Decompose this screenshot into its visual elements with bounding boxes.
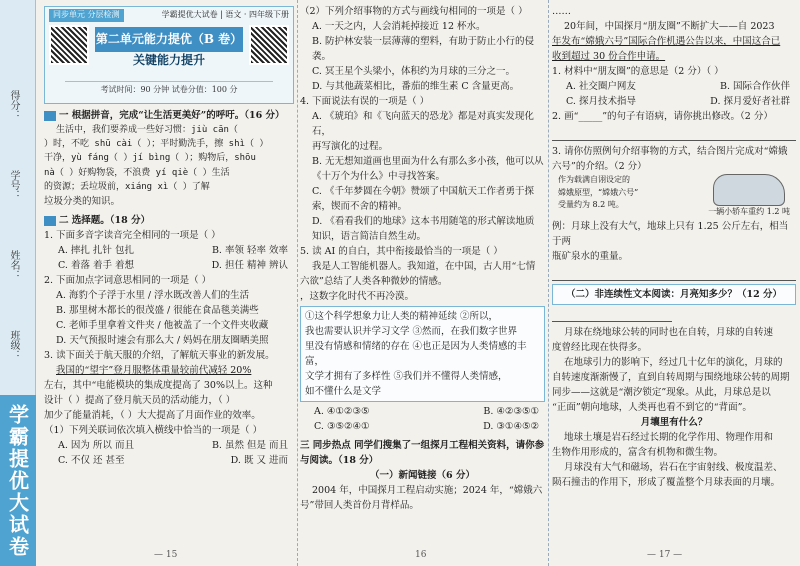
passage-line: 生物作用形成的，富含有机物和微生物。: [552, 446, 724, 458]
options-row: C. ③⑤②④① D. ③①④⑤②: [314, 421, 539, 432]
passage-line: 月球没有大气和磁场，岩石在宇宙射线、极度温差、: [564, 461, 783, 473]
pinyin-line: ）时，不吃 shū cài（ ）；平时勤洗手，擦 shì（ ）: [44, 139, 269, 150]
brand-text: 学霸提优大试卷 | 语文 · 四年级下册: [161, 10, 289, 19]
car-icon: [713, 174, 785, 206]
unit-subtitle: 关键能力提升: [132, 53, 205, 67]
figure-caption: 作为载满自诩设定的: [558, 175, 630, 184]
passage-line: 度曾经比现在快得多。: [552, 341, 648, 353]
page-number: — 17 —: [647, 549, 683, 560]
figure-caption: 嫦娥原型，“嫦娥六号”: [558, 187, 639, 197]
question-3-2: （2）下列介绍事物的方式与画线句相同的一项是（ ）: [300, 6, 528, 17]
question-3: 3. 请你仿照例句介绍事物的方式，结合图片完成对“嫦娥: [552, 146, 788, 157]
pinyin-line: 干净，yù fáng（ ）jí bìng（ ）；购物后，shōu: [44, 153, 256, 164]
option-b-cont: 《十万个为什么》中寻找答案。: [312, 171, 446, 182]
answer-line[interactable]: [552, 267, 796, 281]
column-divider: [548, 0, 549, 566]
passage-line: 自转速度渐渐慢了，直到自转周期与围绕地球公转的周期: [552, 371, 790, 383]
score-label: 得分：: [8, 90, 19, 120]
student-id-label: 学号：: [8, 170, 19, 200]
sub-question: （1）下列关联词依次填入横线中恰当的一项是（ ）: [44, 425, 263, 437]
page-number: 16: [415, 549, 427, 560]
option-c: C. 冥王星个头梁小，体积约为月球的三分之一。: [312, 66, 515, 77]
section-title: （二）非连续性文本阅读：月亮知多少？（12 分）: [552, 284, 796, 305]
passage-line: 地球土壤是岩石经过长期的化学作用、物理作用和: [564, 431, 774, 443]
option-d: D. 与其他蔬菜相比，番茄的维生素 C 含量更高。: [312, 81, 520, 92]
car-caption: 一辆小轿车重约 1.2 吨: [708, 207, 790, 216]
options-row: A. 社交圈户网友 B. 国际合作伙伴: [566, 81, 790, 92]
passage-line: 我国的“望宇”登月服整体重量较前代减轻 20%: [56, 365, 252, 377]
option-a: A. 《琥珀》和《飞向蓝天的恐龙》都是对真实发现化石，: [312, 111, 534, 137]
passage-line: 月球在绕地球公转的同时也在自转，月球的自转速: [564, 326, 774, 338]
name-label: 姓名：: [8, 250, 19, 280]
figure-row: [552, 174, 796, 219]
figure-caption: 受量约为 8.2 吨。: [558, 200, 624, 210]
section-reading: 三 同步热点 同学们搜集了一组探月工程相关资料，请你参与阅读。（18 分）: [300, 440, 545, 466]
pinyin-line: nà（ ）好购物袋，不浪费 yí qiè（ ）生活: [44, 167, 230, 178]
question-3-cont: 六号”的介绍。（2 分）: [552, 161, 647, 172]
ellipsis: ……: [552, 6, 571, 17]
option-d: D. 天气预报时速会有那么大 / 妈妈在朋友圈晒美照: [56, 335, 269, 347]
passage-line: 20年间，中国探月“朋友圈”不断扩大——自 2023: [564, 21, 775, 32]
question-3: 3. 读下面关于航天服的介绍，了解航天事业的新发展。: [44, 350, 275, 362]
example-line: 例：月球上没有大气，地球上只有 1.25 公斤左右，相当于两: [552, 220, 789, 247]
pinyin-line: 的资源；丢垃圾前，xiáng xì（ ）了解: [44, 181, 210, 192]
options-row: C. 着落 着手 着想 D. 担任 精神 辨认: [58, 260, 288, 272]
section-pinyin: 一 根据拼音，完成“让生活更美好”的呼吁。（16 分）: [44, 108, 294, 123]
example-line: 瓶矿泉水的重量。: [552, 250, 629, 262]
pinyin-line: 生活中，我们要养成一些好习惯：jiù cān（: [56, 125, 238, 135]
binding-spine: [0, 0, 36, 566]
option-c: C. 老师手里拿着文件夹 / 他被盖了一个文件夹收藏: [56, 320, 269, 332]
passage-line: 我是人工智能机器人。我知道，在中国，古人用“七情: [312, 261, 536, 272]
option-b: B. 无无想知道画也里面为什么有那么多小孩，他可以从: [312, 156, 544, 167]
passage-line: 同步——这就是“潮汐锁定”现象。从此，月球总是以: [552, 386, 771, 398]
option-a-cont: 再写演化的过程。: [312, 141, 389, 152]
unit-header: [44, 6, 294, 104]
passage-line: 陨石撞击的作用下，形成了覆盖整个月球表面的月壤。: [552, 476, 781, 488]
news-line: 号”带回人类首份月背样品。: [300, 500, 419, 511]
question-1: 1. 下面多音字读音完全相同的一项是（ ）: [44, 230, 221, 242]
question-2: 2. 下面加点字词意思相同的一项是（ ）: [44, 275, 212, 287]
answer-line[interactable]: [552, 127, 796, 141]
brand-seal: 学霸提优大试卷: [0, 395, 36, 566]
passage-line: 收到超过 30 份合作申请。: [552, 51, 666, 62]
page-17-column: [552, 0, 796, 566]
options-row: A. 摔扎 扎针 包扎 B. 率领 轻率 效率: [58, 245, 288, 257]
option-c: C. 《千年梦圆在今朝》赞颂了中国航天工作者勇于探: [312, 186, 534, 197]
qr-code-icon: [49, 25, 89, 65]
section-choice: 二 选择题。（18 分）: [44, 213, 294, 228]
option-a: A. 海豹个子浮于水里 / 浮水既改善人们的生活: [56, 290, 250, 302]
news-line: 2004 年，中国探月工程启动实施；2024 年，“嫦娥六: [312, 485, 543, 496]
section-marker-icon: [44, 111, 56, 121]
pinyin-line: 垃圾分类的知识。: [44, 196, 121, 208]
options-row: C. 不仅 还 甚至 D. 既 又 进而: [58, 455, 288, 467]
option-b: B. 防护林安装一层薄薄的塑料，有助于防止小行的侵袭。: [312, 36, 535, 62]
exam-meta: 考试时间：90 分钟 试卷分值：100 分: [65, 81, 273, 97]
option-a: A. 一天之内，人会消耗掉接近 12 杯水。: [312, 21, 486, 32]
options-row: C. 探月技术指导 D. 探月爱好者社群: [566, 96, 790, 107]
passage-line: ，这数字化时代不再冷漠。: [300, 291, 415, 302]
section-marker-icon: [44, 216, 56, 226]
page-number: — 15: [154, 549, 178, 560]
option-d: D. 《看看我们的地球》这本书用随笔的形式解读地质: [312, 216, 535, 227]
passage-line: 年发布“嫦娥六号”国际合作机遇公告以来，中国这合已: [552, 36, 781, 47]
subheading: 月壤里有什么？: [640, 416, 708, 428]
page-15-column: [44, 0, 294, 566]
passage-line: 设计（ ）提高了登月航天员的活动能力，（ ）: [44, 395, 236, 407]
series-tag: 同步单元 分层检测: [49, 9, 124, 22]
options-row: A. 因为 所以 而且 B. 虽然 但是 而且: [58, 440, 288, 452]
question-4: 4. 下面说法有误的一项是（ ）: [300, 96, 430, 107]
question-2: 2. 画“_____”的句子有语病，请你挑出修改。（2 分）: [552, 111, 773, 122]
question-1: 1. 材料中“朋友圈”的意思是（2 分）（ ）: [552, 66, 724, 77]
news-link-title: （一）新闻链接（6 分）: [370, 470, 475, 481]
answer-line[interactable]: [552, 308, 672, 322]
option-c-cont: 索，锲而不舍的精神。: [312, 201, 408, 212]
options-row: A. ④①②③⑤ B. ④②③⑤①: [314, 406, 539, 417]
option-d-cont: 知识，语言简洁自然生动。: [312, 231, 427, 242]
page-16-column: [300, 0, 545, 566]
column-divider: [297, 0, 298, 566]
qr-code-icon: [249, 25, 289, 65]
passage-line: 加少了能量消耗，（ ）大大提高了月面作业的效率。: [44, 410, 261, 422]
unit-title: 第二单元能力提优（B 卷）: [95, 27, 243, 52]
passage-line: 六欲”总结了人类各种微妙的情感。: [300, 276, 448, 287]
option-b: B. 那里树木都长的很茂盛 / 很能在食品毯美满些: [56, 305, 259, 317]
sentence-box: ①这个科学想象力让人类的精神延续 ②所以， 我也需要认识并学习文学 ③然而，在我们数字世界 里没有情感和情绪的存在 ④也正是因为人类情感的丰富， 文学才拥有了多样性 ⑤我们并不懂得人类情感， 如不懂什么是文学: [300, 306, 545, 402]
question-5: 5. 读 AI 的自白，其中衔接最恰当的一项是（ ）: [300, 246, 503, 257]
passage-line: 在地球引力的影响下，经过几十亿年的演化，月球的: [564, 356, 783, 368]
class-label: 班级：: [8, 330, 19, 360]
passage-line: “正面”朝向地球，人类再也看不到它的“背面”。: [552, 401, 752, 413]
passage-line: 左右，其中“电能模块的集成度提高了 30%以上。这种: [44, 380, 273, 392]
